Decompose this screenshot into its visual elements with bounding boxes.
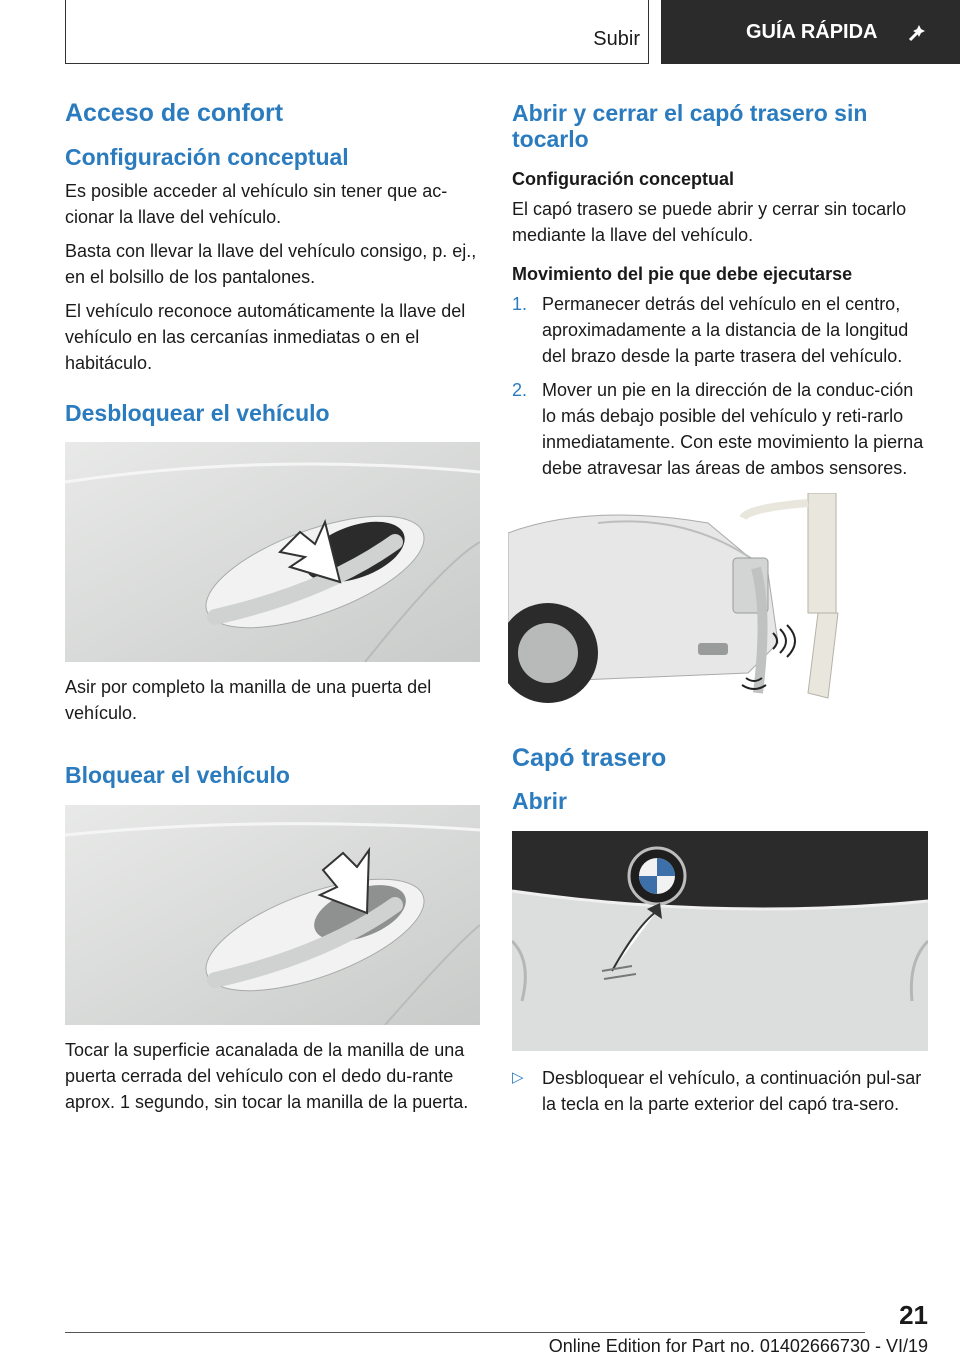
comfort-access-title: Acceso de confort	[65, 99, 284, 127]
handsfree-trunk-title: Abrir y cerrar el capó trasero sin tocarlo	[512, 100, 868, 153]
trunk-heading: Capó trasero	[512, 743, 667, 772]
step-text: Mover un pie en la dirección de la conduc‐ción lo más debajo posible del vehículo y reti‐rarlo inmediatamente. Con este movimiento la pierna debe atravesar las áreas de ambos sensores.	[542, 379, 924, 478]
triangle-bullet-icon: ▷	[512, 1068, 524, 1086]
lock-heading: Bloquear el vehículo	[65, 762, 290, 789]
unlock-text: Asir por completo la manilla de una puerta del vehículo.	[65, 677, 432, 724]
left-column	[65, 100, 480, 1123]
lock-text: Tocar la superficie acanalada de la manilla de una puerta cerrada del vehículo con el dedo du‐rante aprox. 1 segundo, sin tocar la manilla de la puerta.	[65, 1039, 469, 1112]
right-column	[512, 100, 928, 1125]
concept-paragraph-3: El vehículo reconoce automáticamente la llave del vehículo en las cercanías inmediatas o en el habitáculo.	[65, 300, 466, 373]
page-number: 21	[899, 1300, 928, 1330]
step-item	[512, 377, 928, 481]
trunk-button-image	[512, 831, 928, 1051]
foot-gesture-image	[508, 493, 860, 713]
concept-paragraph-1: Es posible acceder al vehículo sin tener que ac‐cionar la llave del vehículo.	[65, 180, 448, 227]
movement-heading: Movimiento del pie que debe ejecutarse	[512, 263, 853, 284]
concept-heading: Configuración conceptual	[65, 143, 349, 170]
door-handle-lock-image	[65, 805, 480, 1025]
right-concept-heading: Configuración conceptual	[512, 168, 735, 189]
unlock-heading: Desbloquear el vehículo	[65, 399, 330, 426]
movement-steps	[512, 291, 928, 481]
step-text: Permanecer detrás del vehículo en el centro, aproximadamente a la distancia de la longitud del brazo desde la parte trasera del vehículo.	[542, 293, 909, 366]
door-handle-unlock-image	[65, 442, 480, 662]
edition-footer: Online Edition for Part no. 01402666730 - VI/19	[548, 1336, 928, 1356]
open-heading: Abrir	[512, 788, 567, 815]
step-number: 1.	[512, 293, 528, 314]
bullet-text: Desbloquear el vehículo, a continuación pul‐sar la tecla en la parte exterior del capó tra‐sero.	[542, 1067, 922, 1114]
footer-divider	[65, 1332, 865, 1333]
right-concept-text: El capó trasero se puede abrir y cerrar sin tocarlo mediante la llave del vehículo.	[512, 198, 907, 245]
up-link[interactable]: Subir	[593, 28, 640, 50]
step-item	[512, 291, 928, 369]
quick-guide-tab[interactable]	[661, 0, 960, 64]
open-steps	[512, 1065, 928, 1117]
quick-guide-label: GUÍA RÁPIDA	[746, 20, 878, 43]
step-number: 2.	[512, 379, 528, 400]
bullet-item	[512, 1065, 928, 1117]
concept-paragraph-2: Basta con llevar la llave del vehículo consigo, p. ej., en el bolsillo de los pantalones.	[65, 240, 477, 287]
wand-icon	[907, 21, 929, 43]
